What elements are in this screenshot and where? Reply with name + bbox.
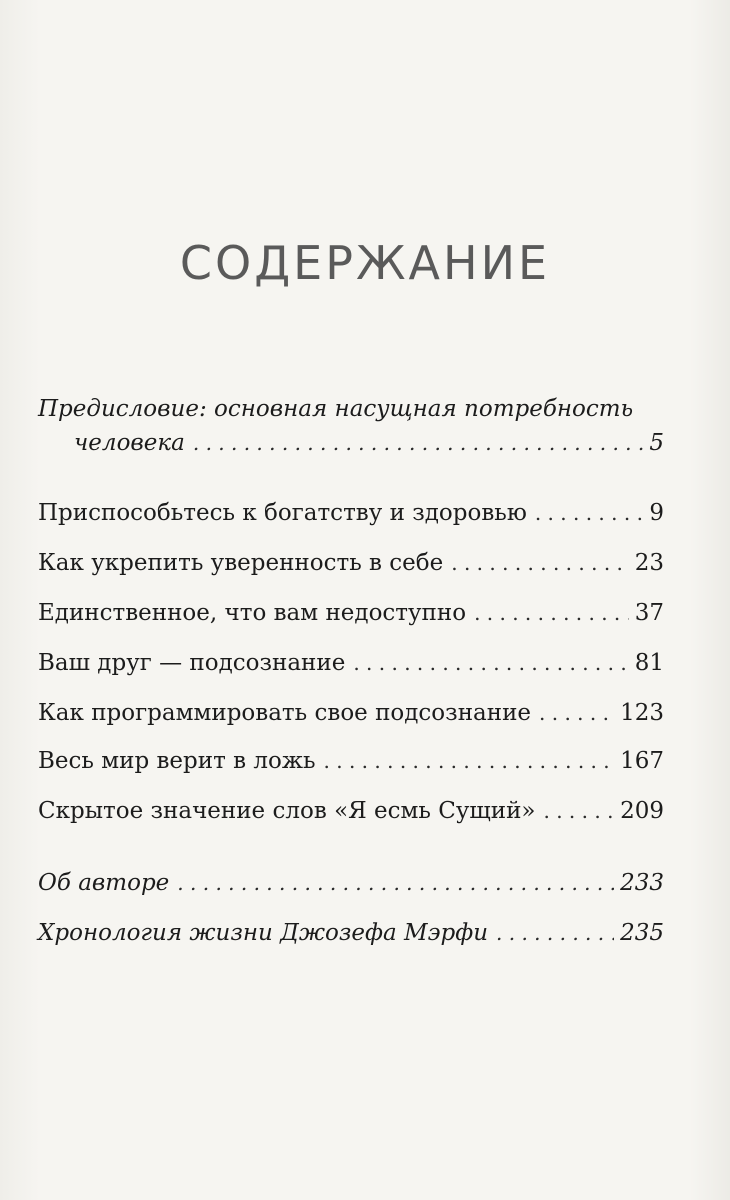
toc-entry-label: человека [74,430,185,456]
toc-entry-chapter[interactable] [38,746,664,776]
dot-leader [324,746,615,776]
dot-leader [353,648,628,678]
toc-entry-page: 23 [634,550,664,576]
toc-entry-chapter[interactable] [38,498,664,528]
dot-leader [474,598,629,628]
dot-leader [177,868,614,898]
toc-entry-page: 5 [649,430,664,456]
toc-entry-page: 209 [620,798,664,824]
toc-entry-about-author[interactable] [38,868,664,898]
toc-entry-label: Ваш друг — подсознание [38,650,346,676]
dot-leader [193,428,644,458]
toc-entry-label: Как программировать свое подсознание [38,700,532,726]
toc-entry-label: Весь мир верит в ложь [38,748,316,774]
toc-entry-page: 233 [620,870,664,896]
toc-entry-label: Единственное, что вам недоступно [38,600,467,626]
dot-leader [539,698,614,728]
toc-entry-label: Предисловие: основная насущная потребность [38,396,634,422]
toc-entry-preface[interactable] [38,394,664,424]
toc-entry-chapter[interactable] [38,548,664,578]
dot-leader [451,548,628,578]
toc-entry-page: 81 [634,650,664,676]
toc-entry-label: Хронология жизни Джозефа Мэрфи [38,920,489,946]
dot-leader [535,498,644,528]
toc-entry-label: Скрытое значение слов «Я есмь Сущий» [38,798,536,824]
toc-entry-chapter[interactable] [38,796,664,826]
toc-entry-page: 37 [634,600,664,626]
page-title: СОДЕРЖАНИЕ [179,236,551,290]
toc-entry-chapter[interactable] [38,598,664,628]
toc-entry-chapter[interactable] [38,698,664,728]
toc-entry-label: Как укрепить уверенность в себе [38,550,444,576]
dot-leader [496,918,614,948]
toc-entry-page: 9 [649,500,664,526]
dot-leader [544,796,615,826]
toc-entry-preface-cont[interactable] [38,428,664,458]
toc-entry-chapter[interactable] [38,648,664,678]
toc-entry-page: 235 [620,920,664,946]
toc-entry-page: 167 [620,748,664,774]
toc-entry-page: 123 [620,700,664,726]
toc-entry-label: Приспособьтесь к богатству и здоровью [38,500,527,526]
toc-entry-label: Об авторе [38,870,170,896]
toc-entry-chronology[interactable] [38,918,664,948]
